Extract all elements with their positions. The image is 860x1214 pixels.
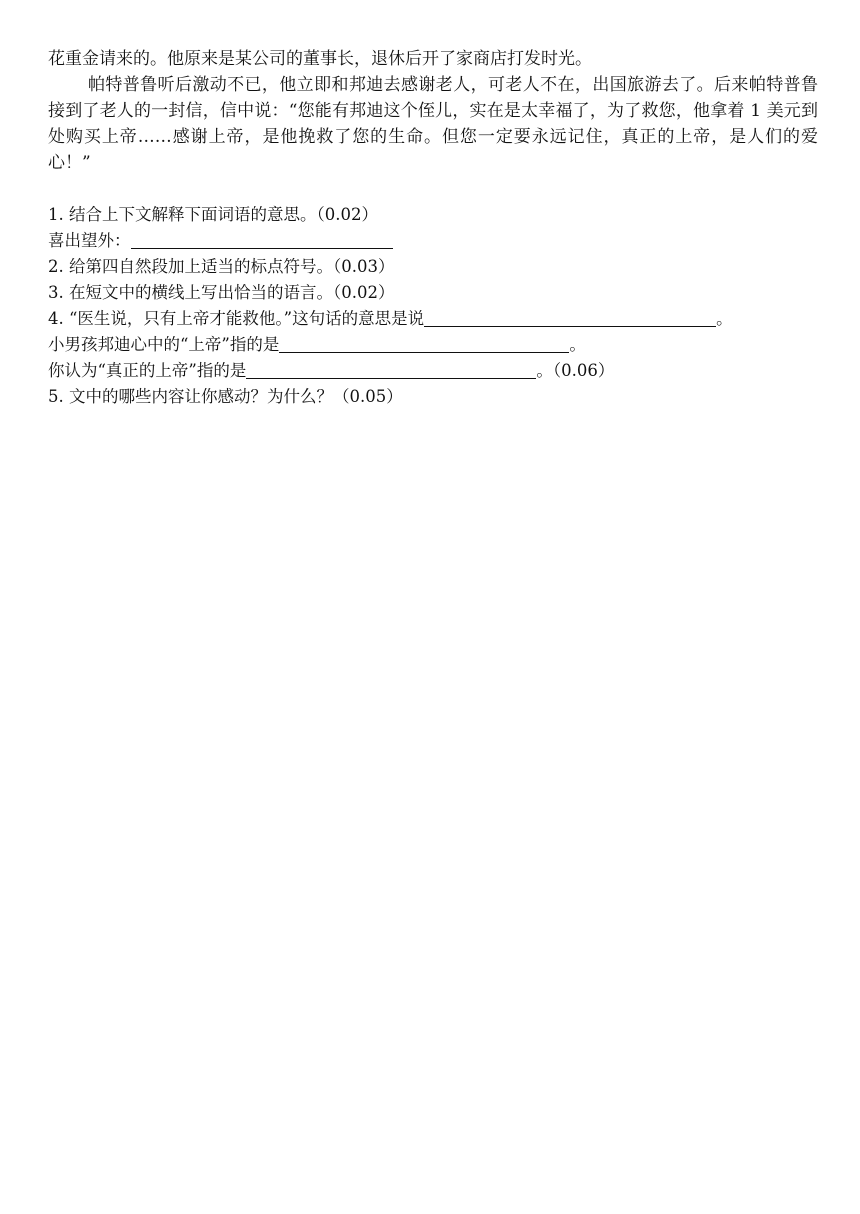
answer-blank-q4a[interactable] bbox=[424, 308, 716, 327]
question-3: 3. 在短文中的横线上写出恰当的语言。（0.02） bbox=[48, 283, 395, 302]
question-4b-suffix: 。 bbox=[569, 335, 586, 354]
question-4-line-b bbox=[48, 332, 818, 358]
question-1: 1. 结合上下文解释下面词语的意思。（0.02） bbox=[48, 205, 378, 224]
worksheet-page bbox=[48, 46, 818, 410]
question-1-term: 喜出望外： bbox=[48, 231, 131, 250]
answer-blank-q4b[interactable] bbox=[279, 334, 569, 353]
passage-paragraph-2: 帕特普鲁听后激动不已，他立即和邦迪去感谢老人，可老人不在，出国旅游去了。后来帕特普鲁接到了老人的一封信，信中说：“您能有邦迪这个侄儿，实在是太幸福了，为了救您，他拿着 1 美元到处购买上帝……感谢上帝，是他挽救了您的生命。但您一定要永远记住，真正的上帝，是人们的爱心！” bbox=[48, 75, 818, 173]
question-4-suffix: 。 bbox=[716, 309, 733, 328]
question-4c-prefix: 你认为“真正的上帝”指的是 bbox=[48, 361, 247, 380]
answer-blank-q4c[interactable] bbox=[246, 360, 536, 379]
question-2: 2. 给第四自然段加上适当的标点符号。（0.03） bbox=[48, 257, 395, 276]
question-4-line-c bbox=[48, 358, 818, 384]
question-4-line-a bbox=[48, 306, 818, 332]
question-4c-suffix: 。（0.06） bbox=[536, 361, 615, 380]
question-1-term-line bbox=[48, 228, 818, 254]
question-4b-prefix: 小男孩邦迪心中的“上帝”指的是 bbox=[48, 335, 280, 354]
question-5: 5. 文中的哪些内容让你感动？为什么？（0.05） bbox=[48, 387, 403, 406]
passage-line-1: 花重金请来的。他原来是某公司的董事长，退休后开了家商店打发时光。 bbox=[48, 49, 592, 69]
question-4-prefix: 4. “医生说，只有上帝才能救他。”这句话的意思是说 bbox=[48, 309, 425, 328]
answer-blank-q1[interactable] bbox=[131, 230, 393, 249]
section-gap bbox=[48, 176, 818, 202]
